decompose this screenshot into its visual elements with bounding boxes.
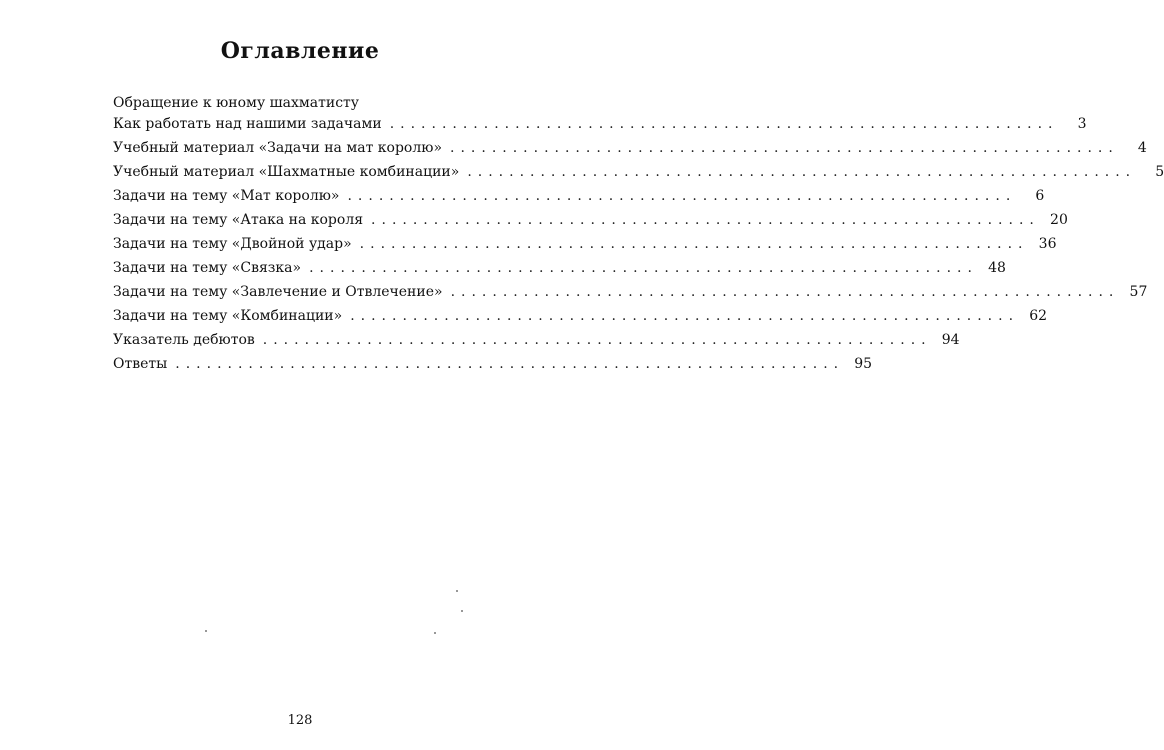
toc-entry [113, 112, 1087, 136]
toc-entry-page: 6 [1035, 188, 1045, 204]
toc-entry-label: Учебный материал «Шахматные комбинации» [113, 164, 460, 180]
toc-entry [113, 352, 873, 376]
toc-entry [113, 232, 1057, 256]
toc-leader-dots: ................................................................ [359, 236, 1029, 252]
scan-speck [456, 590, 458, 592]
toc-entry-label: Ответы [113, 356, 168, 372]
toc-entry [113, 208, 1068, 232]
toc-entry-label: Учебный материал «Задачи на мат королю» [113, 140, 443, 156]
toc-entry-page: 95 [854, 356, 873, 372]
table-of-contents [113, 94, 1164, 376]
toc-leader-dots: ................................................................ [371, 212, 1040, 228]
toc-entry-label: Задачи на тему «Мат королю» [113, 188, 340, 204]
page-number: 128 [287, 713, 313, 728]
toc-leader-dots: ................................................................ [450, 284, 1120, 300]
toc-entry-page: 36 [1038, 236, 1057, 252]
scan-speck [461, 610, 463, 612]
toc-entry-page: 62 [1029, 308, 1048, 324]
scan-speck [205, 630, 207, 632]
toc-entry-label: Как работать над нашими задачами [113, 116, 382, 132]
toc-entry-label: Задачи на тему «Связка» [113, 260, 302, 276]
toc-entry [113, 136, 1147, 160]
page-title: Оглавление [220, 38, 380, 64]
toc-leader-dots: ................................................................ [262, 332, 932, 348]
toc-entry-label: Задачи на тему «Завлечение и Отвлечение» [113, 284, 443, 300]
toc-entry-page: 4 [1137, 140, 1147, 156]
toc-entry [113, 328, 960, 352]
toc-entry-label: Задачи на тему «Комбинации» [113, 308, 343, 324]
toc-entry-page: 48 [988, 260, 1006, 276]
toc-entry-page: 94 [941, 332, 960, 348]
toc-entry [113, 304, 1048, 328]
toc-preface: Обращение к юному шахматисту [113, 95, 360, 111]
toc-entry [113, 256, 1006, 280]
toc-entry-page: 3 [1077, 116, 1087, 132]
toc-entry-page: 5 [1155, 164, 1164, 180]
toc-leader-dots: ................................................................ [389, 116, 1059, 132]
toc-entry [113, 184, 1045, 208]
toc-leader-dots: ................................................................ [347, 188, 1017, 204]
toc-entry-label: Задачи на тему «Атака на короля [113, 212, 364, 228]
toc-entry-label: Указатель дебютов [113, 332, 255, 348]
toc-leader-dots: ................................................................ [309, 260, 978, 276]
toc-leader-dots: ................................................................ [450, 140, 1119, 156]
toc-entry-label: Задачи на тему «Двойной удар» [113, 236, 352, 252]
scan-speck [434, 632, 436, 634]
toc-leader-dots: ................................................................ [350, 308, 1020, 324]
toc-leader-dots: ................................................................ [175, 356, 845, 372]
toc-leader-dots: ................................................................ [467, 164, 1137, 180]
toc-entry-page: 20 [1050, 212, 1068, 228]
toc-entry-page: 57 [1129, 284, 1148, 300]
toc-entry [113, 280, 1148, 304]
toc-entry [113, 160, 1164, 184]
